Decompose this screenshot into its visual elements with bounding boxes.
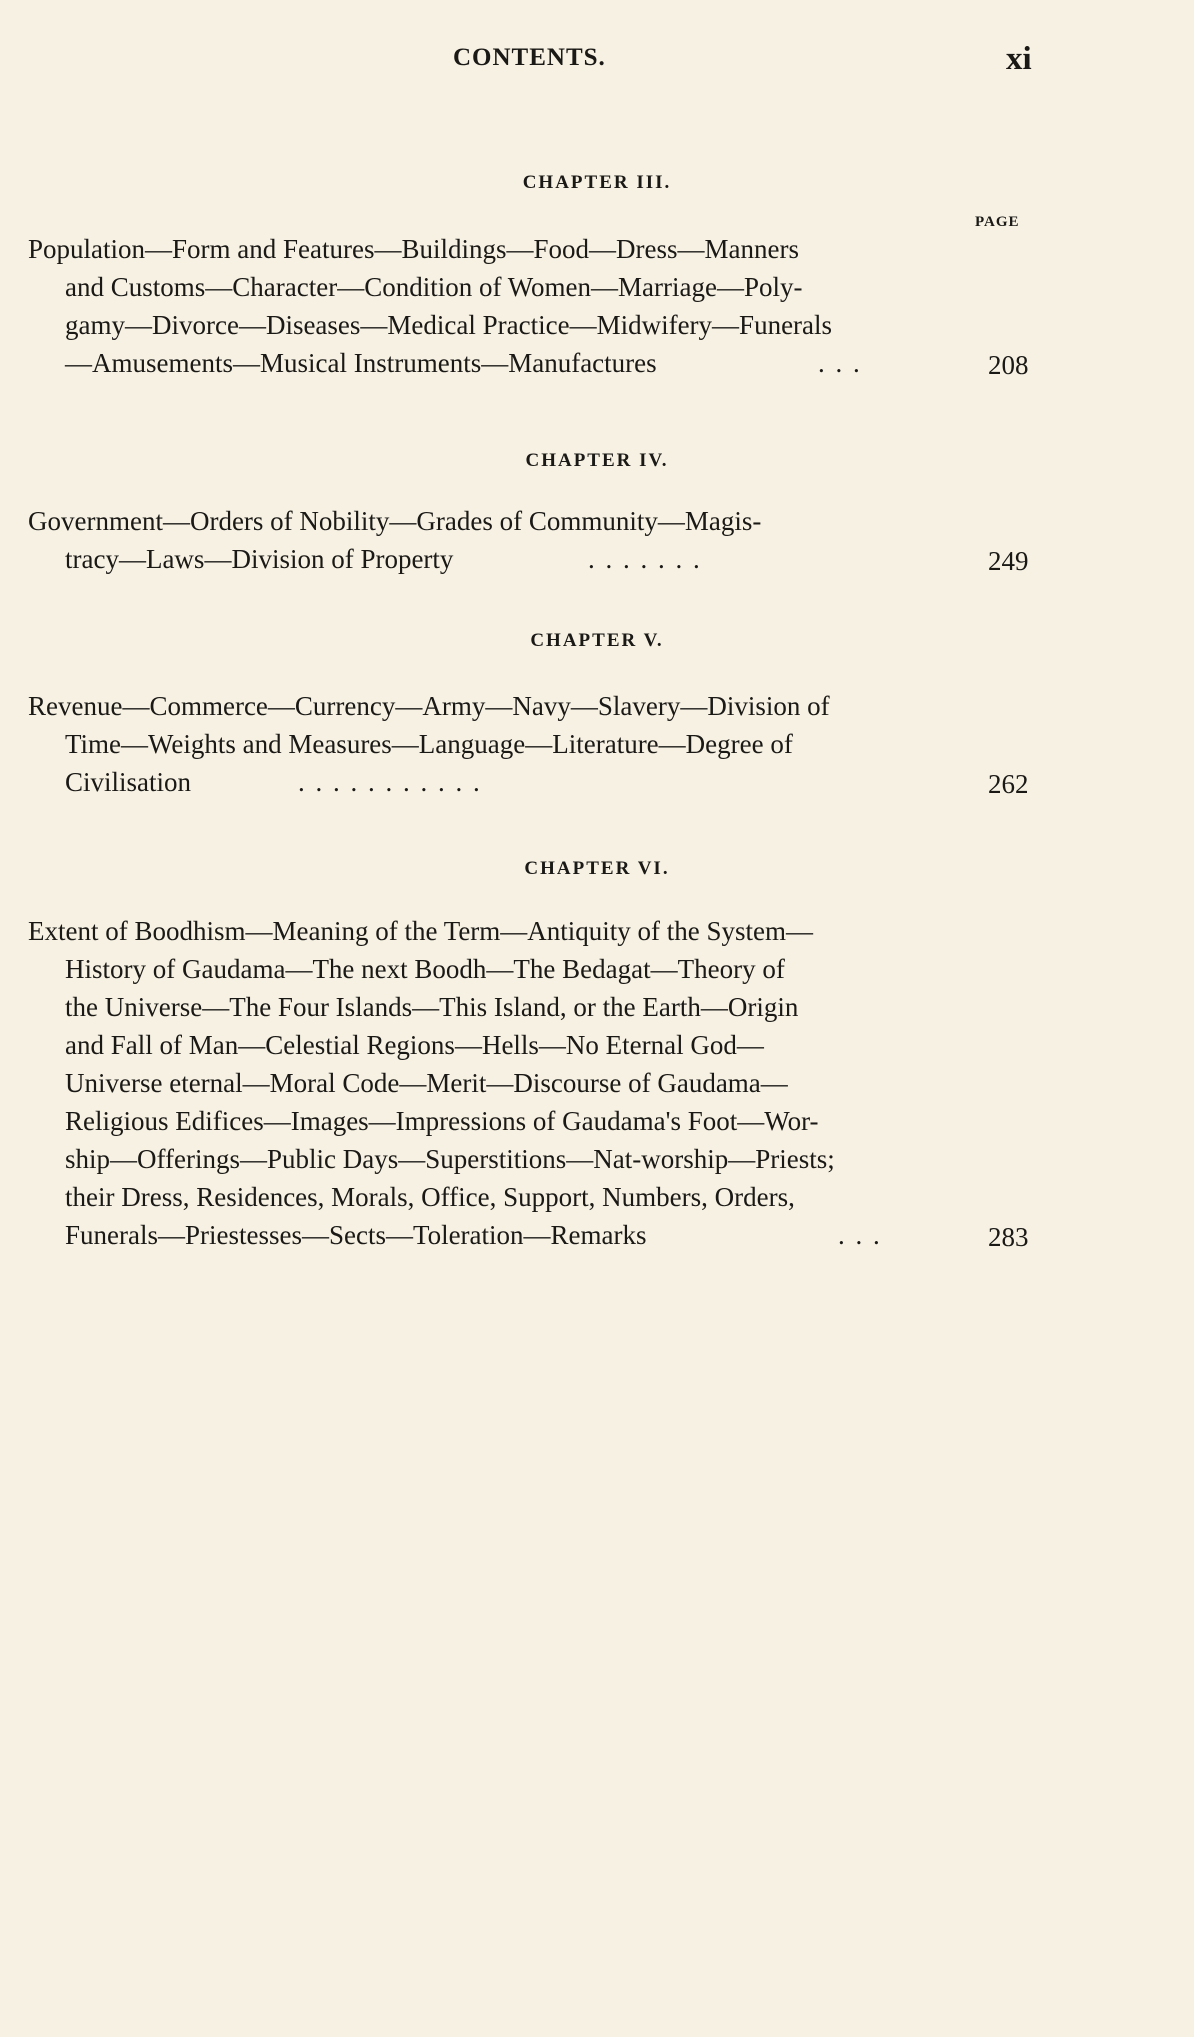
toc-entry <box>28 230 1038 382</box>
toc-entry-line: and Customs—Character—Condition of Women—Marriage—Poly- <box>65 272 803 302</box>
toc-entry-line: History of Gaudama—The next Boodh—The Bedagat—Theory of <box>65 954 785 984</box>
toc-entry-line: Revenue—Commerce—Currency—Army—Navy—Slavery—Division of <box>28 691 830 721</box>
chapter-heading: CHAPTER VI. <box>524 858 670 879</box>
page-number: 262 <box>988 769 1029 799</box>
running-title: CONTENTS. <box>453 44 606 71</box>
toc-entry-line: their Dress, Residences, Morals, Office, Support, Numbers, Orders, <box>65 1182 795 1212</box>
chapter-heading: CHAPTER III. <box>522 172 672 193</box>
page-number: 249 <box>988 546 1029 576</box>
dot-leader: . . . <box>818 348 862 378</box>
toc-entry <box>28 687 1038 801</box>
toc-entry <box>28 912 1038 1254</box>
toc-entry <box>28 502 1038 578</box>
toc-entry-line: Extent of Boodhism—Meaning of the Term—Antiquity of the System— <box>28 916 814 946</box>
dot-leader: . . . <box>838 1220 882 1250</box>
toc-entry-line: Universe eternal—Moral Code—Merit—Discourse of Gaudama— <box>65 1068 788 1098</box>
dot-leader: . . . . . . . . . . . <box>298 767 482 797</box>
chapter-heading: CHAPTER V. <box>530 630 664 651</box>
toc-entry-line: tracy—Laws—Division of Property . . . . . . . 249 <box>28 540 1038 578</box>
toc-entry-line: Religious Edifices—Images—Impressions of Gaudama's Foot—Wor- <box>65 1106 819 1136</box>
toc-entry-line: gamy—Divorce—Diseases—Medical Practice—Midwifery—Funerals <box>65 310 833 340</box>
toc-entry-line: Funerals—Priestesses—Sects—Toleration—Remarks . . . 283 <box>28 1216 1038 1254</box>
page-number: 283 <box>988 1222 1029 1252</box>
page-column-label: PAGE <box>975 214 1020 230</box>
toc-entry-line: the Universe—The Four Islands—This Island, or the Earth—Origin <box>65 992 799 1022</box>
chapter-heading: CHAPTER IV. <box>525 450 669 471</box>
dot-leader: . . . . . . . <box>588 544 702 574</box>
toc-entry-line: Government—Orders of Nobility—Grades of Community—Magis- <box>28 506 762 536</box>
toc-entry-line: ship—Offerings—Public Days—Superstitions—Nat-worship—Priests; <box>65 1144 835 1174</box>
toc-entry-line: Time—Weights and Measures—Language—Literature—Degree of <box>65 729 793 759</box>
toc-entry-line: Civilisation . . . . . . . . . . . 262 <box>28 763 1038 801</box>
page-number: 208 <box>988 350 1029 380</box>
toc-entry-line: —Amusements—Musical Instruments—Manufactures . . . 208 <box>28 344 1038 382</box>
toc-entry-line: Population—Form and Features—Buildings—Food—Dress—Manners <box>28 234 799 264</box>
page-folio: xi <box>1006 41 1032 77</box>
toc-entry-line: and Fall of Man—Celestial Regions—Hells—No Eternal God— <box>65 1030 764 1060</box>
running-head <box>0 41 1194 84</box>
